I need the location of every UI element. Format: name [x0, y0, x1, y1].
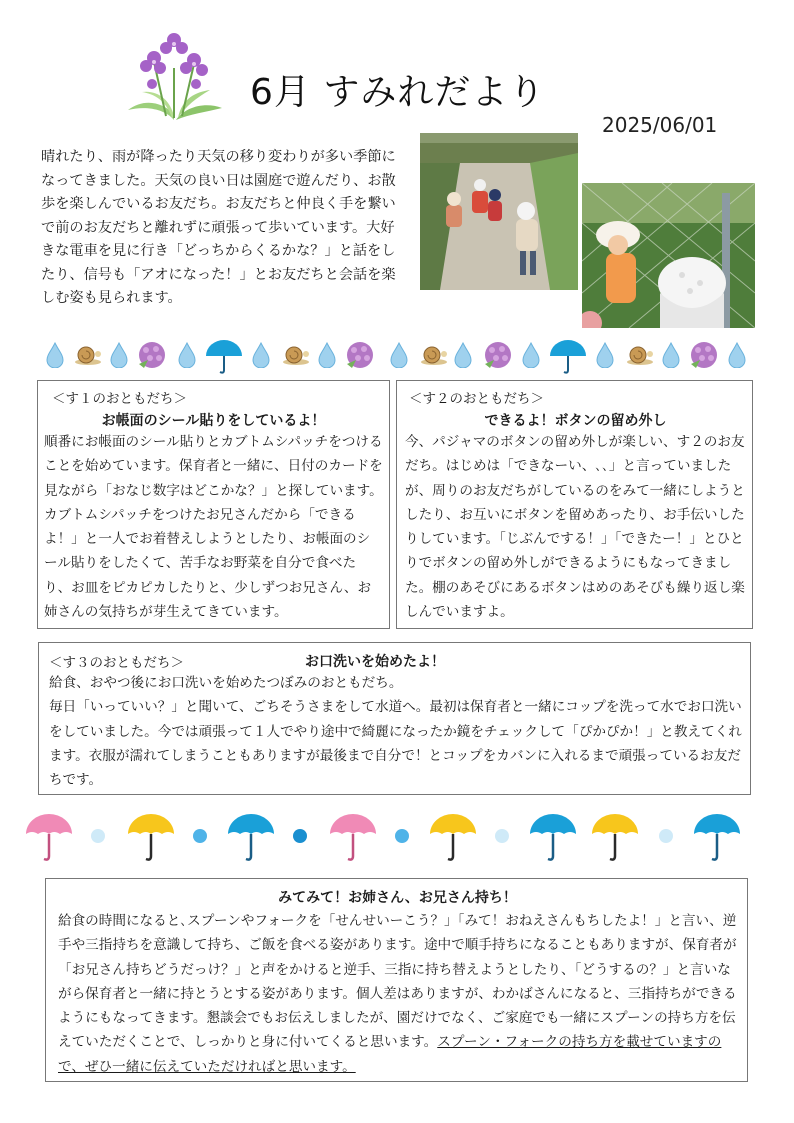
section-su3 — [38, 642, 751, 795]
dot-icon — [658, 828, 674, 844]
utensil-grip-link[interactable]: スプーン・フォークの持ち方を載せていますので、ぜひ一緒に伝えていただければと思います。 — [58, 1034, 722, 1075]
dot-icon — [192, 828, 208, 844]
section-heading: できるよ！ボタンの留め外し — [484, 413, 667, 429]
umbrella-blue-icon — [528, 810, 578, 864]
umbrella-blue-icon — [226, 810, 276, 864]
issue-date: 2025/06/01 — [602, 113, 718, 137]
section-label: ＜す３のおともだち＞ — [49, 655, 184, 671]
section-utensil-grip — [45, 878, 748, 1082]
section-body: 順番にお帳面のシール貼りとカブトムシパッチをつけることを始めています。保育者と一緒に、日付のカードを見ながら「おなじ数字はどこかな？」と探しています。カブトムシパッチをつけたお兄さんだから「できるよ！」と一人でお着替えしようとしたり、お帳面のシール貼りをしたくて、苦手なお野菜を自分で食べたり、お皿をピカピカしたりと、少しずつお兄さん、お姉さんの気持ちが芽生えてきています。 — [44, 434, 383, 621]
umbrella-yellow-icon — [126, 810, 176, 864]
raindrop-icon — [178, 342, 196, 368]
rain-decoration-row — [0, 338, 794, 378]
raindrop-icon — [390, 342, 408, 368]
umbrella-yellow-icon — [590, 810, 640, 864]
photo-walking-children — [420, 133, 578, 290]
umbrella-pink-icon — [328, 810, 378, 864]
hydrangea-icon — [344, 340, 376, 370]
photo-child-at-fence — [582, 183, 755, 328]
raindrop-icon — [318, 342, 336, 368]
section-intro-line: 給食、おやつ後にお口洗いを始めたつぼみのおともだち。 — [49, 675, 403, 691]
umbrella-icon — [548, 338, 588, 376]
section-label: ＜す１のおともだち＞ — [52, 391, 187, 407]
snail-icon — [418, 344, 448, 366]
dot-icon — [494, 828, 510, 844]
dot-icon — [394, 828, 410, 844]
hydrangea-icon — [688, 340, 720, 370]
section-su2 — [396, 380, 753, 629]
raindrop-icon — [252, 342, 270, 368]
umbrella-decoration-row — [0, 806, 794, 866]
raindrop-icon — [596, 342, 614, 368]
raindrop-icon — [728, 342, 746, 368]
section-body: 今、パジャマのボタンの留め外しが楽しい、す２のお友だち。はじめは「できなーい、､､」と言っていましたが、周りのお友だちがしているのをみて一緒にしようとしたり、お互いにボタンを留めあったり、お手伝いしたりしています。「じぶんでする！」「できたー！」とひとりでボタンの留め外しができるようにもなってきました。棚のあそびにあるボタンはめのあそびも繰り返し楽しんでいますよ。 — [405, 434, 745, 621]
umbrella-blue-icon — [692, 810, 742, 864]
hydrangea-icon — [482, 340, 514, 370]
snail-icon — [280, 344, 310, 366]
snail-icon — [72, 344, 102, 366]
section-body — [58, 909, 737, 1079]
dot-icon — [292, 828, 308, 844]
raindrop-icon — [662, 342, 680, 368]
page-title: 6月 すみれだより — [250, 72, 546, 113]
hydrangea-icon — [136, 340, 168, 370]
raindrop-icon — [110, 342, 128, 368]
raindrop-icon — [454, 342, 472, 368]
section-label: ＜す２のおともだち＞ — [409, 391, 544, 407]
section-su1 — [37, 380, 390, 629]
snail-icon — [624, 344, 654, 366]
section-heading: お帳面のシール貼りをしているよ！ — [101, 413, 326, 429]
section-heading: お口洗いを始めたよ！ — [305, 654, 445, 670]
raindrop-icon — [46, 342, 64, 368]
section-body-text: 給食の時間になると､スプーンやフォークを「せんせいーこう？」｢みて！おねえさんもちしたよ！」と言い、逆手や三指持ちを意識して持ち、ご飯を食べる姿があります。途中で順手持ちになることもありますが、保育者が「お兄さん持ちどうだっけ？」と声をかけると逆手、三指に持ち替えようとしたり、「どうするの？」と言いながら保育者と一緒に持とうとする姿があります。個人差はありますが、わかばさんになると、三指持ちができるようにもなってきます。懇談会でもお伝えしましたが、園だけでなく、ご家庭でも一緒にスプーンの持ち方を伝えていただくことで、しっかりと身に付いてくると思います。 — [58, 913, 737, 1051]
section-heading: みてみて！お姉さん、お兄さん持ち！ — [278, 890, 517, 906]
umbrella-icon — [204, 338, 244, 376]
raindrop-icon — [522, 342, 540, 368]
umbrella-yellow-icon — [428, 810, 478, 864]
dot-icon — [90, 828, 106, 844]
violet-flower-illustration — [124, 28, 224, 124]
intro-paragraph: 晴れたり、雨が降ったり天気の移り変わりが多い季節になってきました。天気の良い日は園庭で遊んだり、お散歩を楽しんでいるお友だち。お友だちと仲良く手を繋いで前のお友だちと離れずに頑張って歩いています。大好きな電車を見に行き「どっちからくるかな？」と話をしたり、信号も「アオになった！」とお友だちと会話を楽しむ姿も見られます。 — [41, 149, 396, 306]
umbrella-pink-icon — [24, 810, 74, 864]
section-body: 毎日「いっていい？」と聞いて、ごちそうさまをして水道へ。最初は保育者と一緒にコップを洗って水でお口洗いをしていました。今では頑張って１人でやり途中で綺麗になったか鏡をチェックして「ぴかぴか！」と教えてくれます。衣服が濡れてしまうこともありますが最後まで自分で！とコップをカバンに入れるまで頑張っているお友だちです。 — [49, 699, 742, 789]
